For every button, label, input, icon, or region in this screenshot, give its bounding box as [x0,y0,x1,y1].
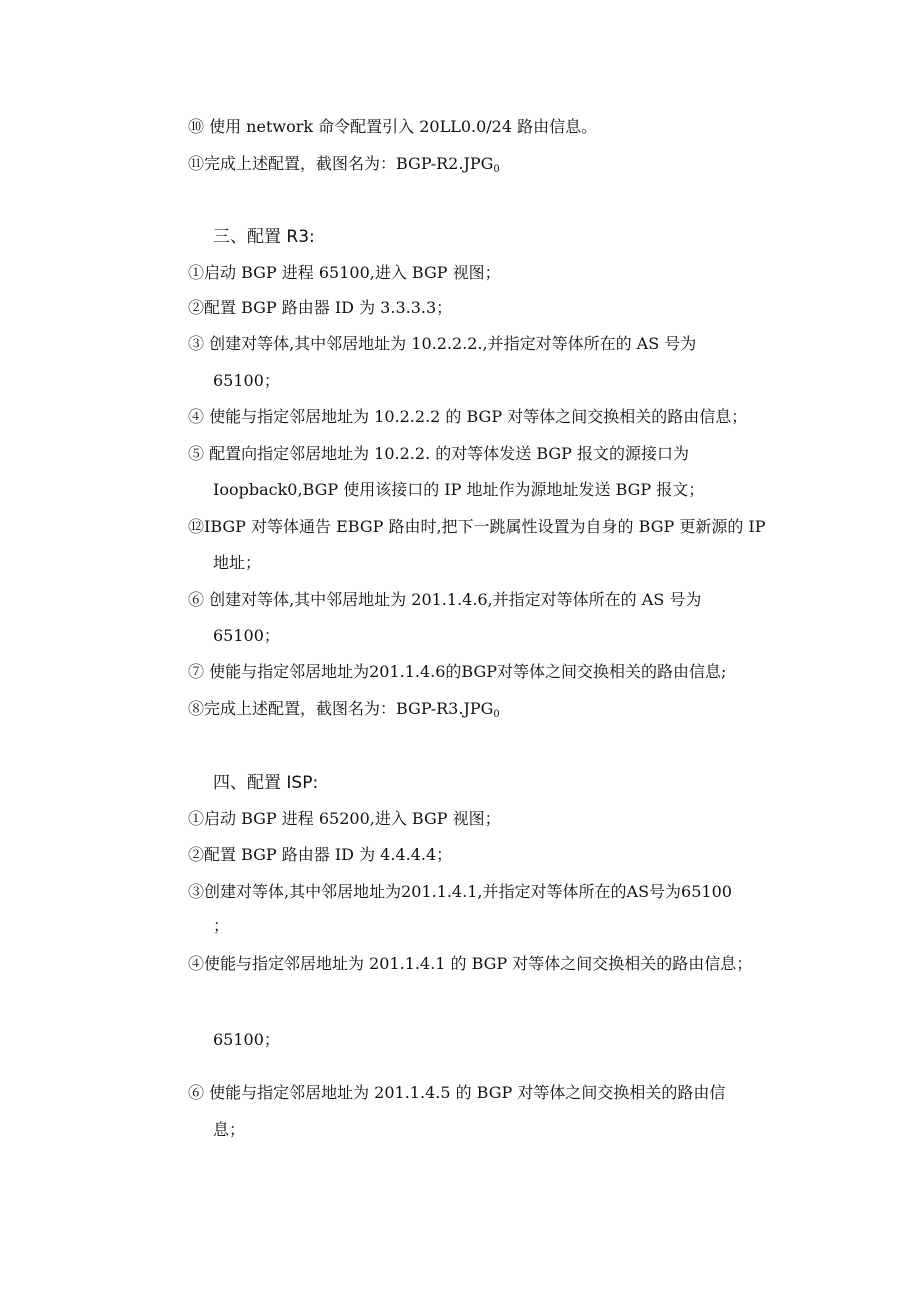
isp-item-3-continuation: ； [213,916,230,935]
isp-section-heading: 四、配置 ISP: [213,773,319,793]
r3-item-8 [188,698,500,726]
r3-item-12: ⑫IBGP 对等体通告 EBGP 路由时,把下一跳属性设置为自身的 BGP 更新源的 IP [188,517,766,536]
isp-item-1: ①启动 BGP 进程 65200,进入 BGP 视图； [188,809,501,828]
r3-section-heading: 三、配置 R3: [213,227,315,247]
isp-item-4: ④使能与指定邻居地址为 201.1.4.1 的 BGP 对等体之间交换相关的路由信息； [188,954,753,973]
isp-item-2: ②配置 BGP 路由器 ID 为 4.4.4.4； [188,845,453,864]
r3-item-6: ⑥ 创建对等体,其中邻居地址为 201.1.4.6,并指定对等体所在的 AS 号为 [188,590,702,609]
isp-item-6-continuation: 息； [213,1120,246,1139]
r3-item-1: ①启动 BGP 进程 65100,进入 BGP 视图； [188,263,501,282]
r3-item-8-text: ⑧完成上述配置，截图名为：BGP-R3.JPG [188,699,494,718]
isp-item-3: ③创建对等体,其中邻居地址为201.1.4.1,并指定对等体所在的AS号为65100 [188,882,732,901]
r3-item-3: ③ 创建对等体,其中邻居地址为 10.2.2.2.,并指定对等体所在的 AS 号为 [188,334,697,353]
r3-item-4: ④ 使能与指定邻居地址为 10.2.2.2 的 BGP 对等体之间交换相关的路由信息； [188,407,748,426]
r2-item-11 [188,153,500,181]
r3-item-3-continuation: 65100； [213,371,280,390]
r2-item-10: ⑩ 使用 network 命令配置引入 20LL0.0/24 路由信息。 [188,117,598,136]
isp-as-number-fragment: 65100； [213,1030,280,1049]
r2-item-11-subscript: 0 [493,164,500,175]
r2-item-11-text: ⑪完成上述配置，截图名为：BGP-R2.JPG [188,154,494,173]
r3-item-5: ⑤ 配置向指定邻居地址为 10.2.2. 的对等体发送 BGP 报文的源接口为 [188,444,690,463]
r3-item-6-continuation: 65100； [213,626,280,645]
r3-item-5-continuation: Ioopback0,BGP 使用该接口的 IP 地址作为源地址发送 BGP 报文； [213,480,705,499]
r3-item-7: ⑦ 使能与指定邻居地址为201.1.4.6的BGP对等体之间交换相关的路由信息; [188,662,727,681]
r3-item-8-subscript: 0 [493,709,500,720]
isp-item-6: ⑥ 使能与指定邻居地址为 201.1.4.5 的 BGP 对等体之间交换相关的路由信 [188,1083,726,1102]
r3-item-2: ②配置 BGP 路由器 ID 为 3.3.3.3； [188,298,453,317]
r3-item-12-continuation: 地址； [213,553,262,572]
